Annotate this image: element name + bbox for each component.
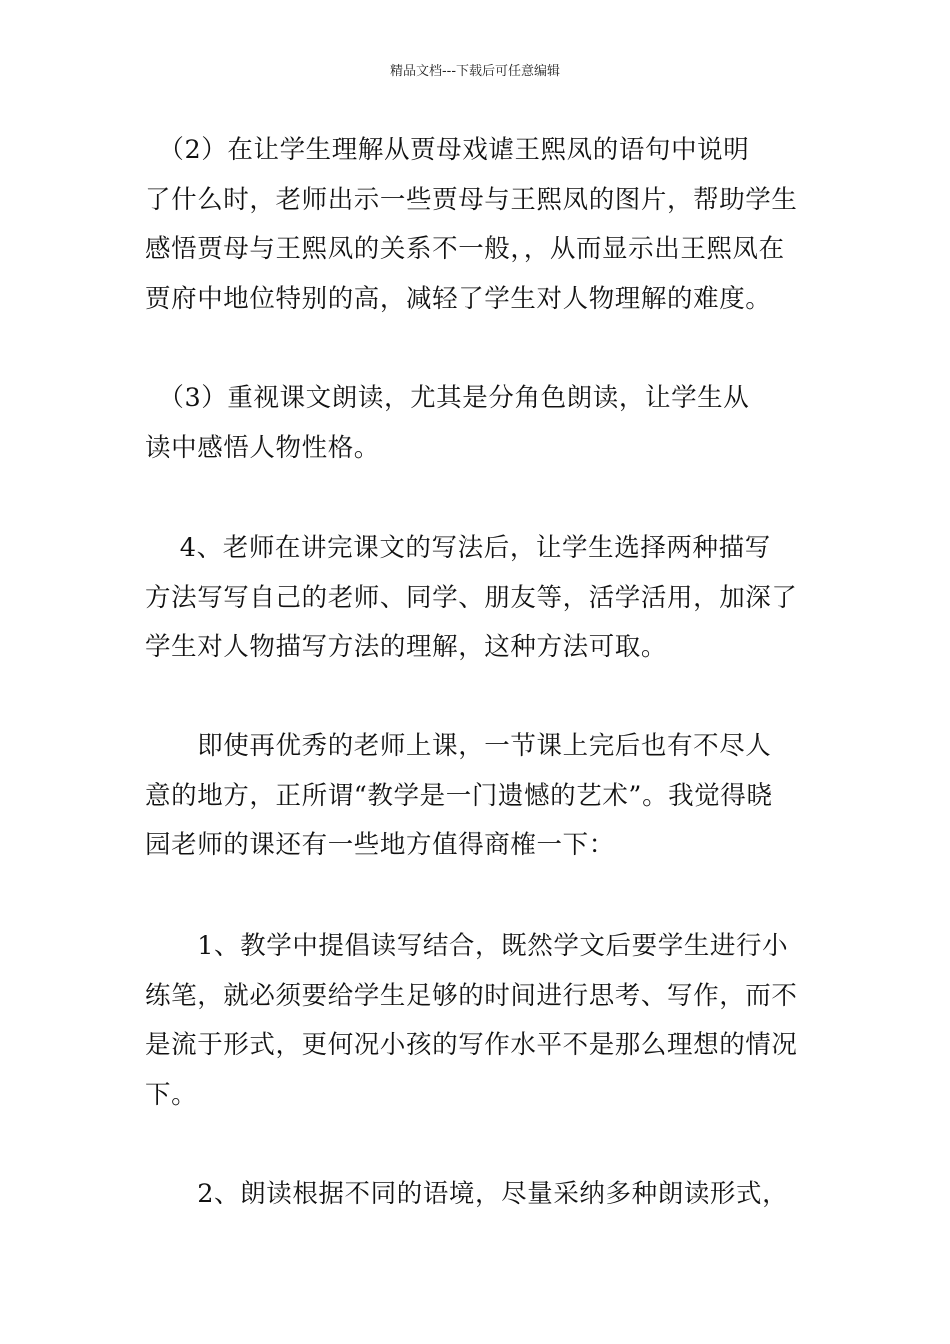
paragraph-line: 方法写写自己的老师、同学、朋友等，活学活用，加深了: [145, 582, 798, 613]
paragraph-line: 下。: [145, 1079, 198, 1110]
paragraph-line: 感悟贾母与王熙凤的关系不一般，，从而显示出王熙凤在: [145, 234, 785, 264]
paragraph-line: 是流于形式，更何况小孩的写作水平不是那么理想的情况: [145, 1030, 798, 1060]
paragraph-6: [145, 1170, 810, 1220]
paragraph-5: [145, 922, 810, 1120]
paragraph-1: [145, 126, 810, 324]
paragraph-line: 了什么时，老师出示一些贾母与王熙凤的图片，帮助学生: [145, 184, 798, 215]
paragraph-line: 2、朗读根据不同的语境，尽量采纳多种朗读形式，: [145, 1179, 789, 1209]
paragraph-line: 1、教学中提倡读写结合，既然学文后要学生进行小: [145, 931, 789, 961]
paragraph-line: （3）重视课文朗读，尤其是分角色朗读，让学生从: [145, 383, 750, 413]
paragraph-line: 学生对人物描写方法的理解，这种方法可取。: [145, 632, 668, 662]
paragraph-3: [145, 524, 810, 673]
paragraph-line: （2）在让学生理解从贾母戏谑王熙凤的语句中说明: [145, 135, 750, 165]
paragraph-line: 练笔，就必须要给学生足够的时间进行思考、写作，而不: [145, 980, 798, 1011]
paragraph-line: 读中感悟人物性格。: [145, 432, 380, 463]
paragraph-line: 4、老师在讲完课文的写法后，让学生选择两种描写: [145, 533, 771, 563]
paragraph-4: [145, 722, 810, 871]
paragraph-2: [145, 374, 810, 473]
paragraph-line: 园老师的课还有一些地方值得商榷一下：: [145, 830, 615, 860]
page-header: 精品文档---下载后可任意编辑: [389, 64, 561, 79]
paragraph-line: 即使再优秀的老师上课，一节课上完后也有不尽人: [145, 731, 772, 761]
paragraph-line: 意的地方，正所谓“教学是一门遗憾的艺术”。我觉得晓: [145, 780, 773, 811]
paragraph-line: 贾府中地位特别的高，减轻了学生对人物理解的难度。: [145, 283, 772, 314]
